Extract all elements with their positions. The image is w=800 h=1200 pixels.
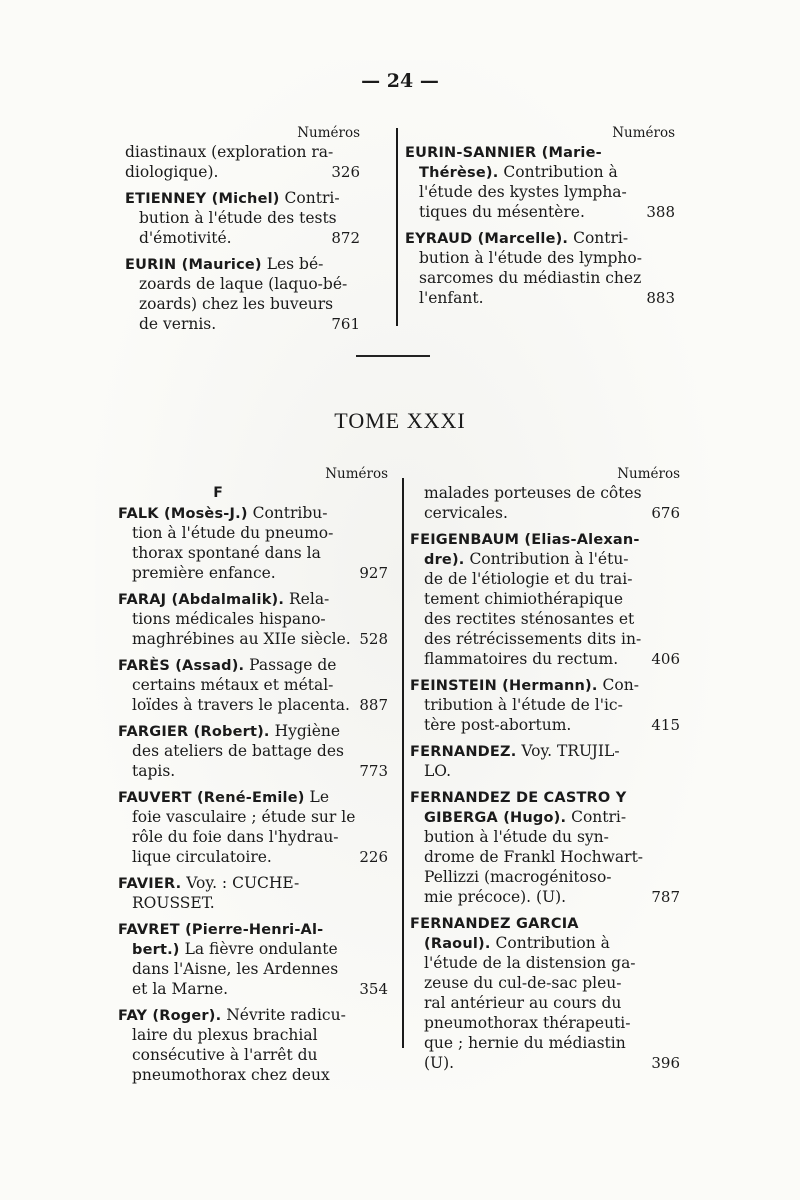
entry-text: Passage de: [249, 656, 337, 674]
entry-line: [410, 675, 680, 695]
entry-text: Contribution à: [503, 163, 618, 181]
bottom-right-column: [410, 465, 680, 1079]
entry-number: 406: [651, 650, 680, 668]
entry-line: [405, 162, 675, 182]
entry-line: rôle du foie dans l'hydrau-: [132, 828, 339, 846]
entry-line: [410, 529, 680, 549]
entry-number: 883: [646, 289, 675, 307]
entry-line: diastinaux (exploration ra-: [125, 143, 334, 161]
entry-text: de vernis.: [139, 315, 217, 333]
entry-line: pneumothorax chez deux: [132, 1066, 330, 1084]
entry-text: La fièvre ondulante: [184, 940, 338, 958]
index-entry: [118, 787, 388, 867]
entry-line: tement chimiothérapique: [424, 590, 624, 608]
entry-text: Contribu-: [252, 504, 328, 522]
entry-line: [118, 761, 388, 781]
entry-text: Voy. : CUCHE-: [186, 874, 300, 892]
entry-line: [118, 1005, 388, 1025]
entry-number: 326: [331, 163, 360, 181]
entry-line: [410, 807, 680, 827]
entry-number: 354: [359, 980, 388, 998]
index-entry: [125, 142, 360, 182]
entry-line: l'étude des kystes lympha-: [419, 183, 627, 201]
entry-line: [405, 202, 675, 222]
entry-text: Contri-: [573, 229, 629, 247]
index-entry: [118, 503, 388, 583]
entry-line: ral antérieur au cours du: [424, 994, 622, 1012]
entry-text: Voy. TRUJIL-: [521, 742, 620, 760]
entry-line: [118, 979, 388, 999]
entry-name: FALK (Mosès-J.): [118, 506, 248, 522]
column-header: Numéros: [612, 125, 675, 141]
entry-line: ROUSSET.: [132, 894, 215, 912]
index-entry: [118, 589, 388, 649]
entry-text: Névrite radicu-: [226, 1006, 346, 1024]
entry-line: zoards de laque (laquo-bé-: [139, 275, 348, 293]
index-entry: [405, 142, 675, 222]
entry-name: FERNANDEZ DE CASTRO Y: [410, 790, 627, 806]
entry-name: FEIGENBAUM (Elias-Alexan-: [410, 532, 640, 548]
entry-line: des ateliers de battage des: [132, 742, 344, 760]
entry-text: Con-: [597, 676, 639, 694]
entry-name: ETIENNEY (Michel): [125, 191, 280, 207]
entry-line: [125, 228, 360, 248]
entry-line: que ; hernie du médiastin: [424, 1034, 626, 1052]
entry-text: première enfance.: [132, 564, 276, 582]
entry-name: FARAJ (Abdalmalik).: [118, 592, 285, 608]
entry-text: Hygiène: [274, 722, 341, 740]
entry-line: [118, 939, 388, 959]
entry-line: des rectites sténosantes et: [424, 610, 635, 628]
entry-line: [125, 188, 360, 208]
entry-line: zoards) chez les buveurs: [139, 295, 334, 313]
entry-number: 528: [359, 630, 388, 648]
entry-name: EURIN-SANNIER (Marie-: [405, 145, 602, 161]
entry-text: Les bé-: [266, 255, 324, 273]
entry-text: mie précoce). (U).: [424, 888, 567, 906]
entry-number: 676: [651, 504, 680, 522]
entry-name: FEINSTEIN (Hermann).: [410, 678, 598, 694]
entry-line: malades porteuses de côtes: [424, 484, 642, 502]
entry-line: sarcomes du médiastin chez: [419, 269, 642, 287]
index-entry: [125, 254, 360, 334]
entry-name: FERNANDEZ.: [410, 744, 517, 760]
entry-name: FAVIER.: [118, 876, 182, 892]
entry-line: [405, 228, 675, 248]
index-entry: [118, 721, 388, 781]
entry-text: (U).: [424, 1054, 455, 1072]
entry-line: [118, 589, 388, 609]
entry-name-continued: Thérèse).: [419, 165, 499, 181]
column-divider: [402, 478, 404, 1048]
entry-line: [118, 919, 388, 939]
entry-line: [125, 162, 360, 182]
entry-line: zeuse du cul-de-sac pleu-: [424, 974, 622, 992]
entry-text: maghrébines au XIIe siècle.: [132, 630, 351, 648]
index-entry: [410, 913, 680, 1073]
entry-name-continued: (Raoul).: [424, 936, 491, 952]
entry-line: foie vasculaire ; étude sur le: [132, 808, 356, 826]
entry-line: thorax spontané dans la: [132, 544, 321, 562]
entry-line: LO.: [424, 762, 452, 780]
column-divider: [396, 128, 398, 326]
entry-text: l'enfant.: [419, 289, 484, 307]
entry-text: Contribution à l'étu-: [469, 550, 629, 568]
index-entry: [410, 675, 680, 735]
entry-line: [405, 288, 675, 308]
entry-line: [405, 142, 675, 162]
entry-text: tiques du mésentère.: [419, 203, 585, 221]
entry-line: [410, 649, 680, 669]
bottom-left-column: [118, 465, 388, 1091]
entry-line: [410, 1053, 680, 1073]
index-entry: [118, 919, 388, 999]
entry-line: [125, 314, 360, 334]
entry-number: 396: [651, 1054, 680, 1072]
column-header: Numéros: [617, 466, 680, 482]
entry-line: [118, 563, 388, 583]
entry-line: [118, 629, 388, 649]
entry-name: EURIN (Maurice): [125, 257, 262, 273]
entry-line: [125, 254, 360, 274]
entry-number: 927: [359, 564, 388, 582]
index-entry: [125, 188, 360, 248]
entry-line: [118, 695, 388, 715]
entry-line: l'étude de la distension ga-: [424, 954, 636, 972]
entry-text: flammatoires du rectum.: [424, 650, 619, 668]
entry-line: tribution à l'étude de l'ic-: [424, 696, 623, 714]
entry-line: [410, 887, 680, 907]
entry-line: de de l'étiologie et du trai-: [424, 570, 633, 588]
index-entry: [410, 741, 680, 781]
entry-text: loïdes à travers le placenta.: [132, 696, 350, 714]
entry-line: des rétrécissements dits in-: [424, 630, 642, 648]
column-header: Numéros: [325, 466, 388, 482]
entry-line: [410, 913, 680, 933]
entry-text: tère post-abortum.: [424, 716, 572, 734]
entry-line: bution à l'étude du syn-: [424, 828, 609, 846]
entry-number: 388: [646, 203, 675, 221]
entry-line: bution à l'étude des tests: [139, 209, 337, 227]
section-separator: [356, 355, 430, 357]
entry-line: [410, 549, 680, 569]
entry-text: lique circulatoire.: [132, 848, 272, 866]
letter-heading: F: [213, 485, 223, 501]
entry-text: tapis.: [132, 762, 176, 780]
entry-line: [410, 715, 680, 735]
entry-line: Pellizzi (macrogénitoso-: [424, 868, 612, 886]
entry-text: cervicales.: [424, 504, 508, 522]
entry-name-continued: dre).: [424, 552, 465, 568]
entry-text: diologique).: [125, 163, 219, 181]
entry-line: tion à l'étude du pneumo-: [132, 524, 334, 542]
entry-name: FAUVERT (René-Emile): [118, 790, 305, 806]
entry-line: drome de Frankl Hochwart-: [424, 848, 644, 866]
entry-name: FAVRET (Pierre-Henri-Al-: [118, 922, 324, 938]
entry-number: 872: [331, 229, 360, 247]
entry-line: [410, 787, 680, 807]
entry-text: Le: [309, 788, 329, 806]
entry-line: laire du plexus brachial: [132, 1026, 318, 1044]
entry-line: [118, 847, 388, 867]
column-header: Numéros: [297, 125, 360, 141]
entry-number: 773: [359, 762, 388, 780]
index-entry: [118, 655, 388, 715]
entry-name: EYRAUD (Marcelle).: [405, 231, 569, 247]
entry-line: [410, 503, 680, 523]
entry-name-continued: GIBERGA (Hugo).: [424, 810, 567, 826]
entry-name: FERNANDEZ GARCIA: [410, 916, 579, 932]
entry-text: Contri-: [571, 808, 627, 826]
entry-number: 887: [359, 696, 388, 714]
entry-line: [118, 721, 388, 741]
index-entry: [410, 787, 680, 907]
entry-number: 226: [359, 848, 388, 866]
entry-name: FARÈS (Assad).: [118, 658, 245, 674]
entry-number: 787: [651, 888, 680, 906]
entry-text: et la Marne.: [132, 980, 229, 998]
index-entry: [410, 483, 680, 523]
entry-line: dans l'Aisne, les Ardennes: [132, 960, 339, 978]
top-right-column: [405, 124, 675, 314]
index-entry: [405, 228, 675, 308]
entry-line: [118, 787, 388, 807]
entry-line: [118, 873, 388, 893]
entry-name: FARGIER (Robert).: [118, 724, 270, 740]
entry-line: [118, 655, 388, 675]
entry-line: bution à l'étude des lympho-: [419, 249, 642, 267]
tome-title: TOME XXXI: [334, 408, 466, 433]
entry-line: certains métaux et métal-: [132, 676, 334, 694]
entry-text: Rela-: [289, 590, 330, 608]
page-number: — 24 —: [361, 70, 439, 92]
entry-line: pneumothorax thérapeuti-: [424, 1014, 631, 1032]
entry-number: 415: [651, 716, 680, 734]
entry-name-continued: bert.): [132, 942, 180, 958]
entry-name: FAY (Roger).: [118, 1008, 222, 1024]
index-entry: [118, 873, 388, 913]
entry-number: 761: [331, 315, 360, 333]
entry-text: d'émotivité.: [139, 229, 232, 247]
top-left-column: [125, 124, 360, 340]
entry-text: Contri-: [284, 189, 340, 207]
entry-line: [410, 933, 680, 953]
entry-text: Contribution à: [495, 934, 610, 952]
index-entry: [410, 529, 680, 669]
index-entry: [118, 1005, 388, 1085]
entry-line: [118, 503, 388, 523]
entry-line: [410, 741, 680, 761]
entry-line: tions médicales hispano-: [132, 610, 326, 628]
entry-line: consécutive à l'arrêt du: [132, 1046, 318, 1064]
